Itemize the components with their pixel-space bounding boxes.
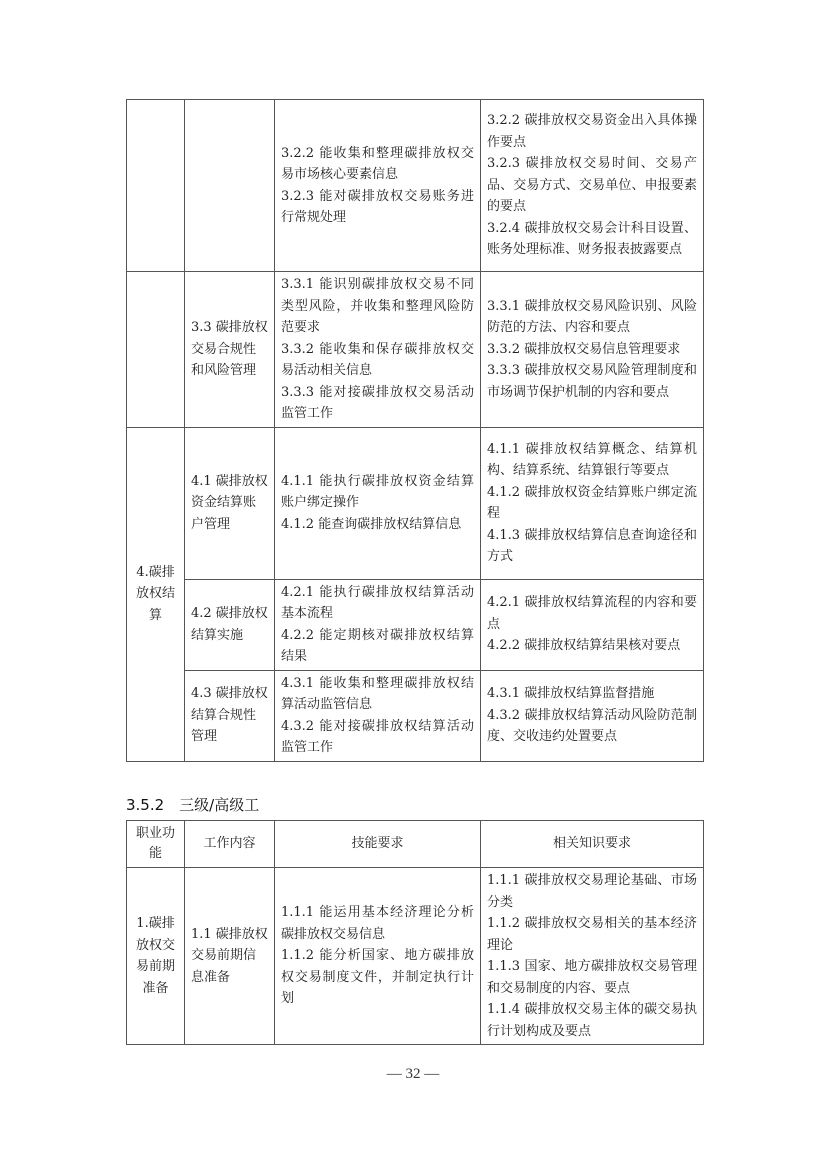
content-cell: 4.1 碳排放权资金结算账户管理 (185, 427, 275, 579)
header-knowledge: 相关知识要求 (481, 821, 704, 868)
knowledge-item: 1.1.1 碳排放权交易理论基础、市场分类 (487, 873, 697, 910)
skills-table-level3 (126, 820, 704, 1045)
knowledge-item: 1.1.4 碳排放权交易主体的碳交易执行计划构成及要点 (487, 1002, 697, 1039)
skill-item: 3.3.3 能对接碳排放权交易活动监管工作 (281, 384, 474, 421)
knowledge-item: 1.1.2 碳排放权交易相关的基本经济理论 (487, 916, 697, 953)
content-cell: 3.3 碳排放权交易合规性和风险管理 (185, 272, 275, 428)
knowledge-item: 3.2.4 碳排放权交易会计科目设置、账务处理标准、财务报表披露要点 (487, 220, 697, 258)
table-row (127, 272, 704, 428)
knowledge-item: 4.1.2 碳排放权资金结算账户绑定流程 (487, 484, 697, 521)
content-cell: 4.2 碳排放权结算实施 (185, 579, 275, 670)
knowledge-cell (481, 272, 704, 428)
knowledge-cell (481, 868, 704, 1045)
function-cell: 4.碳排放权结算 (127, 427, 185, 761)
knowledge-item: 3.2.3 碳排放权交易时间、交易产品、交易方式、交易单位、申报要素的要点 (487, 156, 697, 215)
content-cell: 4.3 碳排放权结算合规性管理 (185, 670, 275, 761)
knowledge-item: 1.1.3 国家、地方碳排放权交易管理和交易制度的内容、要点 (487, 959, 697, 996)
function-cell (127, 100, 185, 272)
knowledge-cell (481, 100, 704, 272)
knowledge-item: 3.3.3 碳排放权交易风险管理制度和市场调节保护机制的内容和要点 (487, 363, 697, 400)
skill-item: 3.3.2 能收集和保存碳排放权交易活动相关信息 (281, 341, 474, 378)
content-cell (185, 100, 275, 272)
skills-cell (275, 272, 481, 428)
skill-item: 4.1.1 能执行碳排放权资金结算账户绑定操作 (281, 473, 474, 511)
skills-cell (275, 427, 481, 579)
skill-item: 4.2.1 能执行碳排放权结算活动基本流程 (281, 584, 474, 621)
knowledge-item: 4.1.3 碳排放权结算信息查询途径和方式 (487, 527, 697, 564)
knowledge-item: 4.2.1 碳排放权结算流程的内容和要点 (487, 595, 697, 632)
skill-item: 3.2.2 能收集和整理碳排放权交易市场核心要素信息 (281, 145, 474, 182)
skills-cell (275, 670, 481, 761)
skill-item: 4.3.1 能收集和整理碳排放权结算活动监管信息 (281, 675, 474, 712)
function-cell: 1.碳排放权交易前期准备 (127, 868, 185, 1045)
skills-cell (275, 100, 481, 272)
knowledge-item: 4.3.1 碳排放权结算监督措施 (487, 686, 655, 702)
knowledge-cell (481, 670, 704, 761)
page-number: — 32 — (386, 1066, 440, 1082)
header-content: 工作内容 (185, 821, 275, 868)
knowledge-item: 4.1.1 碳排放权结算概念、结算机构、结算系统、结算银行等要点 (487, 441, 697, 478)
skill-item: 4.3.2 能对接碳排放权结算活动监管工作 (281, 718, 474, 755)
skill-item: 3.3.1 能识别碳排放权交易不同类型风险，并收集和整理风险防范要求 (281, 277, 474, 335)
skills-cell (275, 579, 481, 670)
knowledge-item: 4.2.2 碳排放权结算结果核对要点 (487, 638, 681, 654)
header-row (127, 821, 704, 868)
knowledge-item: 3.3.2 碳排放权交易信息管理要求 (487, 341, 681, 357)
table-row (127, 100, 704, 272)
header-function: 职业功能 (127, 821, 185, 868)
table-row (127, 868, 704, 1045)
skills-table-continued (126, 99, 704, 762)
knowledge-item: 3.3.1 碳排放权交易风险识别、风险防范的方法、内容和要点 (487, 298, 697, 335)
skill-item: 1.1.1 能运用基本经济理论分析碳排放权交易信息 (281, 905, 474, 942)
content-cell: 1.1 碳排放权交易前期信息准备 (185, 868, 275, 1045)
skill-item: 1.1.2 能分析国家、地方碳排放权交易制度文件，并制定执行计划 (281, 948, 474, 1007)
knowledge-cell (481, 579, 704, 670)
table-row (127, 670, 704, 761)
table-row (127, 579, 704, 670)
function-cell (127, 272, 185, 428)
skills-cell (275, 868, 481, 1045)
table-row (127, 427, 704, 579)
header-skills: 技能要求 (275, 821, 481, 868)
knowledge-item: 4.3.2 碳排放权结算活动风险防范制度、交收违约处置要点 (487, 707, 697, 745)
skill-item: 4.2.2 能定期核对碳排放权结算结果 (281, 627, 474, 664)
knowledge-item: 3.2.2 碳排放权交易资金出入具体操作要点 (487, 113, 697, 150)
knowledge-cell (481, 427, 704, 579)
skill-item: 3.2.3 能对碳排放权交易账务进行常规处理 (281, 188, 474, 225)
section-title: 3.5.2 三级/高级工 (126, 796, 260, 814)
skill-item: 4.1.2 能查询碳排放权结算信息 (281, 516, 462, 532)
